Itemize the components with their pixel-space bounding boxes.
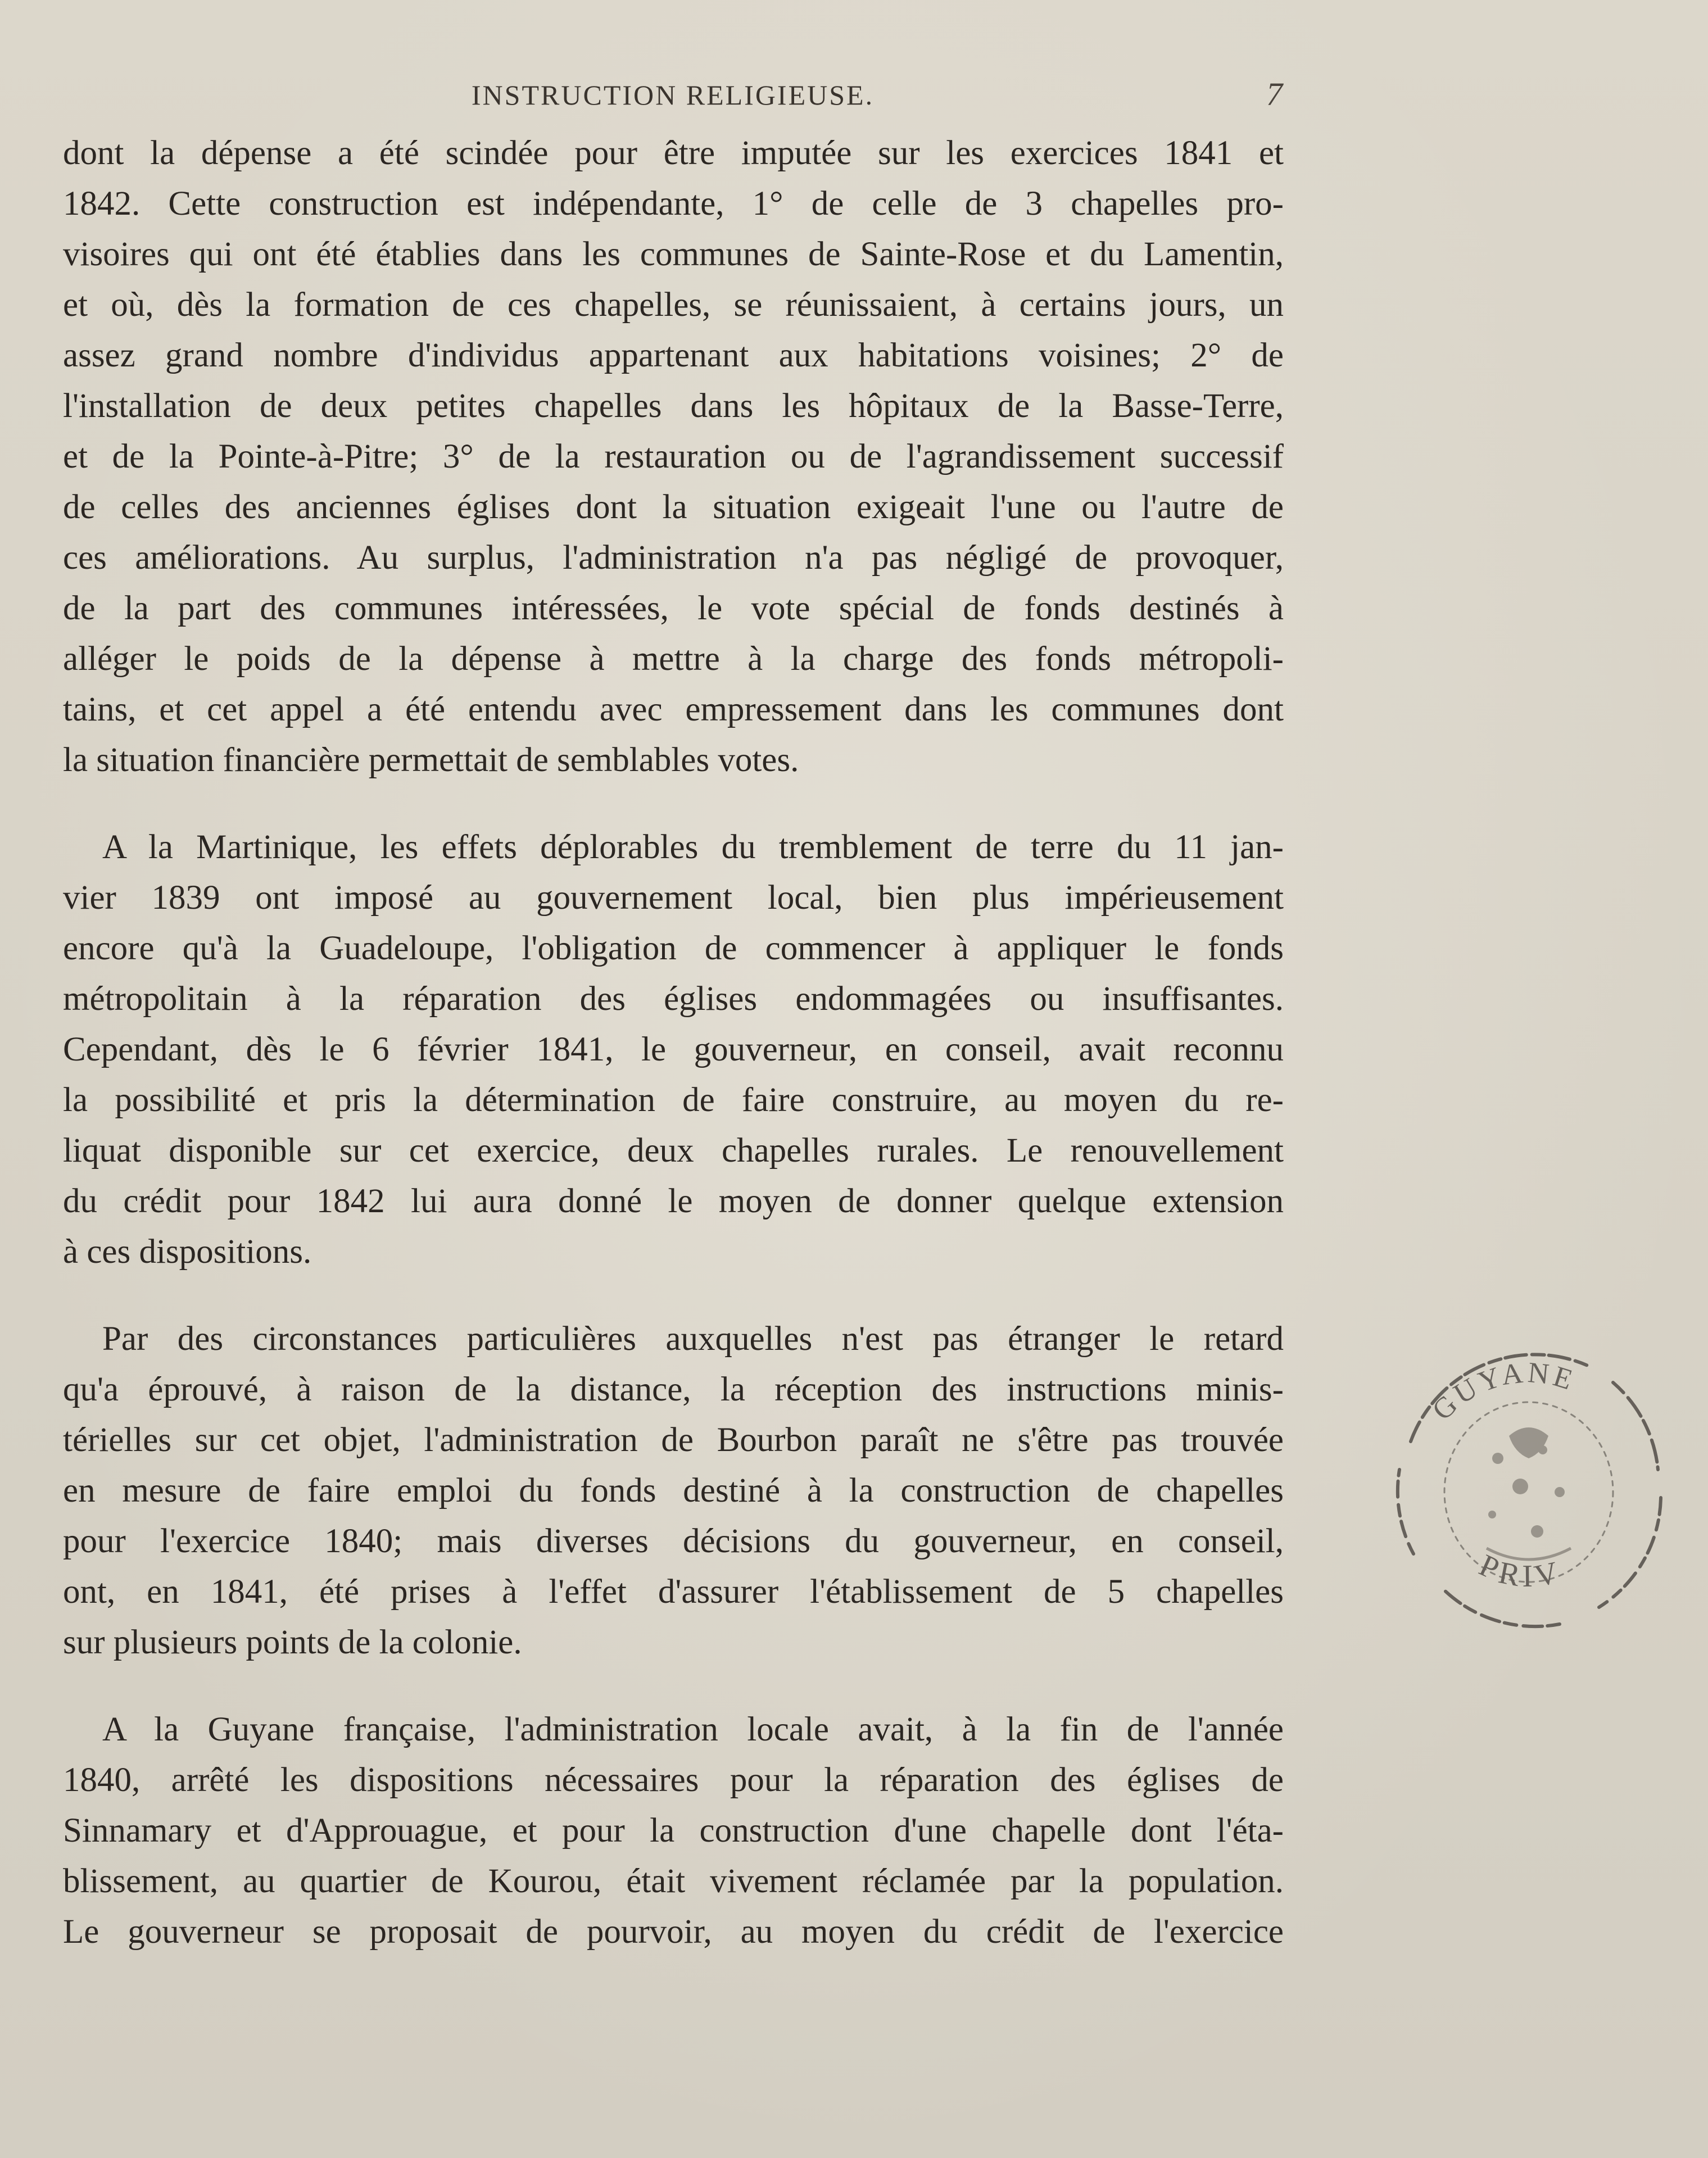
- text-line: la situation financière permettait de semblables votes.: [63, 741, 799, 779]
- running-head: [63, 76, 1283, 124]
- paragraph-gap: [63, 1668, 1284, 1704]
- text-line: l'installation de deux petites chapelles dans les hôpitaux de la Basse-Terre,: [63, 387, 1284, 425]
- text-line: A la Martinique, les effets déplorables du tremblement de terre du 11 jan-: [102, 828, 1284, 866]
- paragraph-2: [63, 822, 1284, 1277]
- text-line: 1842. Cette construction est indépendante, 1° de celle de 3 chapelles pro-: [63, 185, 1284, 223]
- text-line: blissement, au quartier de Kourou, était vivement réclamée par la population.: [63, 1862, 1284, 1900]
- text-line: Par des circonstances particulières auxquelles n'est pas étranger le retard: [102, 1320, 1284, 1358]
- text-line: sur plusieurs points de la colonie.: [63, 1624, 522, 1661]
- text-line: dont la dépense a été scindée pour être imputée sur les exercices 1841 et: [63, 134, 1284, 172]
- text-line: la possibilité et pris la détermination de faire construire, au moyen du re-: [63, 1081, 1284, 1119]
- text-line: alléger le poids de la dépense à mettre à la charge des fonds métropoli-: [63, 640, 1284, 678]
- text-line: métropolitain à la réparation des églises endommagées ou insuffisantes.: [63, 980, 1284, 1018]
- text-line: Sinnamary et d'Approuague, et pour la construction d'une chapelle dont l'éta-: [63, 1812, 1284, 1849]
- stamp-top-text: GUYANE: [1426, 1357, 1580, 1427]
- text-line: et de la Pointe-à-Pitre; 3° de la restauration ou de l'agrandissement successif: [63, 438, 1284, 475]
- body-text: [63, 128, 1284, 1957]
- page-number: 7: [1266, 76, 1283, 112]
- text-line: à ces dispositions.: [63, 1233, 312, 1271]
- paragraph-3: [63, 1314, 1284, 1668]
- text-line: pour l'exercice 1840; mais diverses décisions du gouverneur, en conseil,: [63, 1522, 1284, 1560]
- text-line: visoires qui ont été établies dans les communes de Sainte-Rose et du Lamentin,: [63, 235, 1284, 273]
- stamp-bottom-text: PRIV: [1474, 1548, 1566, 1594]
- text-line: du crédit pour 1842 lui aura donné le moyen de donner quelque extension: [63, 1182, 1284, 1220]
- paragraph-1: [63, 128, 1284, 786]
- text-line: Le gouverneur se proposait de pourvoir, au moyen du crédit de l'exercice: [63, 1913, 1284, 1951]
- text-line: de la part des communes intéressées, le vote spécial de fonds destinés à: [63, 590, 1284, 627]
- text-line: ont, en 1841, été prises à l'effet d'assurer l'établissement de 5 chapelles: [63, 1573, 1284, 1611]
- text-line: liquat disponible sur cet exercice, deux chapelles rurales. Le renouvellement: [63, 1132, 1284, 1169]
- running-title: INSTRUCTION RELIGIEUSE.: [471, 79, 875, 111]
- text-line: ces améliorations. Au surplus, l'administration n'a pas négligé de provoquer,: [63, 539, 1284, 577]
- library-stamp-icon: [1357, 1323, 1700, 1661]
- text-line: qu'a éprouvé, à raison de la distance, la réception des instructions minis-: [63, 1371, 1284, 1408]
- paragraph-gap: [63, 1277, 1284, 1314]
- text-line: térielles sur cet objet, l'administration de Bourbon paraît ne s'être pas trouvée: [63, 1421, 1284, 1459]
- text-line: et où, dès la formation de ces chapelles, se réunissaient, à certains jours, un: [63, 286, 1284, 324]
- text-line: tains, et cet appel a été entendu avec empressement dans les communes dont: [63, 691, 1284, 728]
- text-line: en mesure de faire emploi du fonds destiné à la construction de chapelles: [63, 1472, 1284, 1509]
- text-line: Cependant, dès le 6 février 1841, le gouverneur, en conseil, avait reconnu: [63, 1031, 1284, 1068]
- paragraph-gap: [63, 786, 1284, 822]
- text-line: 1840, arrêté les dispositions nécessaires pour la réparation des églises de: [63, 1761, 1284, 1799]
- paragraph-4: [63, 1704, 1284, 1957]
- text-line: de celles des anciennes églises dont la situation exigeait l'une ou l'autre de: [63, 488, 1284, 526]
- text-line: encore qu'à la Guadeloupe, l'obligation de commencer à appliquer le fonds: [63, 930, 1284, 967]
- text-line: A la Guyane française, l'administration locale avait, à la fin de l'année: [102, 1711, 1284, 1748]
- text-line: assez grand nombre d'individus appartenant aux habitations voisines; 2° de: [63, 337, 1284, 374]
- text-line: vier 1839 ont imposé au gouvernement local, bien plus impérieusement: [63, 879, 1284, 917]
